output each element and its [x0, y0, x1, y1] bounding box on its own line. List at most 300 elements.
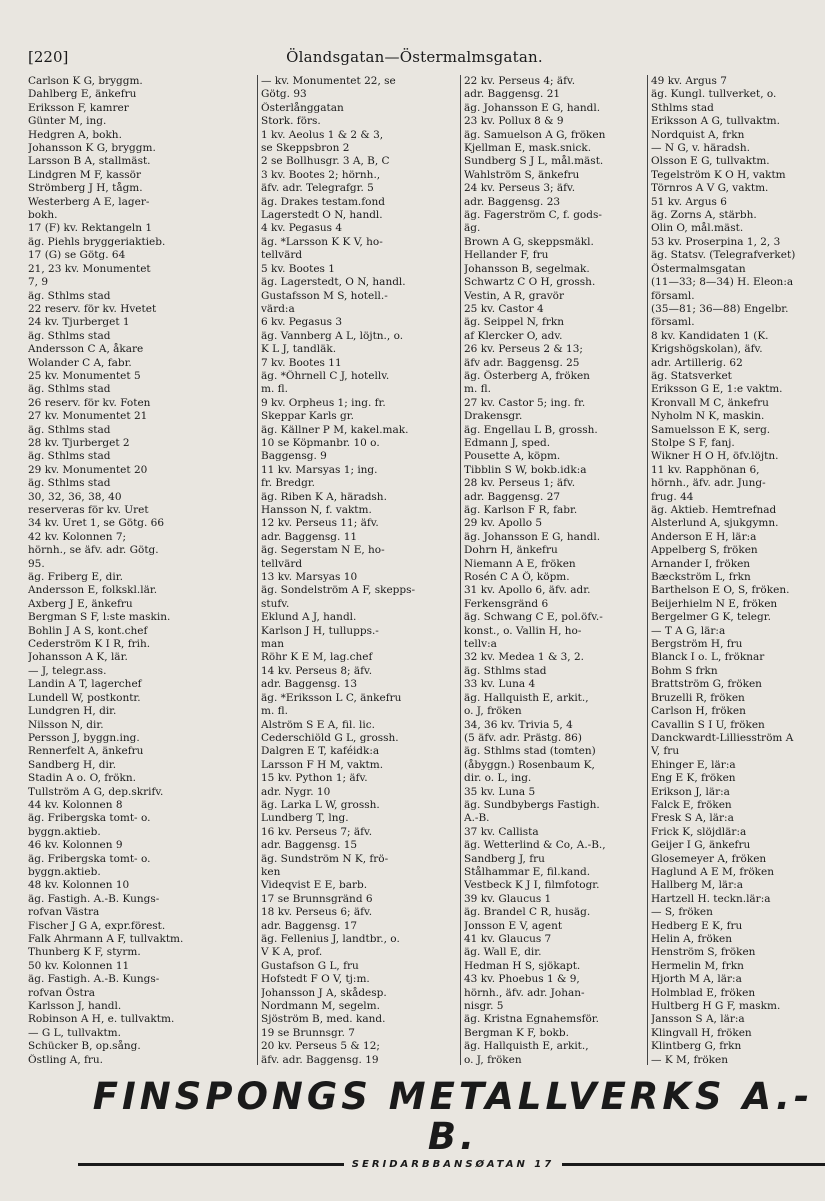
directory-entry: Frick K, slöjdlär:a — [651, 825, 747, 838]
directory-entry: äg. Sundbybergs Fastigh. — [464, 798, 600, 811]
directory-entry: adr. Baggensg. 23 — [464, 195, 561, 208]
directory-entry: Danckwardt-Lilliesström A — [651, 731, 794, 744]
directory-entry: Ehinger E, lär:a — [651, 758, 736, 771]
directory-entry: Schücker B, op.sång. — [28, 1040, 141, 1053]
directory-entry: 23 kv. Pollux 8 & 9 — [464, 115, 564, 128]
directory-entry: äg. Zorns A, stärbh. — [651, 209, 757, 222]
directory-entry: äg. Sthlms stad — [28, 329, 111, 342]
directory-entry: 25 kv. Monumentet 5 — [28, 369, 141, 382]
directory-entry: Stadin A o. O, frökn. — [28, 772, 136, 785]
advertiser-name: FINSPONGS METALLVERKS A.-B. — [92, 1075, 814, 1158]
directory-entry: 11 kv. Marsyas 1; ing. — [261, 463, 378, 476]
directory-entry: äg. *Eriksson L C, änkefru — [261, 691, 402, 704]
directory-entry: byggn.aktieb. — [28, 865, 101, 878]
directory-entry: värd:a — [261, 302, 295, 315]
directory-entry: Sandberg H, dir. — [28, 758, 117, 771]
directory-entry: Fresk S A, lär:a — [651, 812, 734, 825]
directory-entry: m. fl. — [261, 383, 288, 396]
directory-entry: äg. Brandel C R, husäg. — [464, 906, 591, 919]
directory-entry: Stålhammar E, fil.kand. — [464, 865, 591, 878]
directory-entry: Rennerfelt A, änkefru — [28, 745, 144, 758]
directory-entry: 27 kv. Castor 5; ing. fr. — [464, 396, 586, 409]
directory-entry: byggn.aktieb. — [28, 825, 101, 838]
directory-entry: adr. Baggensg. 17 — [261, 919, 358, 932]
directory-entry: äg. Fribergska tomt- o. — [28, 812, 151, 825]
directory-entry: Axberg J E, änkefru — [28, 597, 133, 610]
directory-entry: 34, 36 kv. Trivia 5, 4 — [464, 718, 573, 731]
directory-entry: 5 kv. Bootes 1 — [261, 262, 335, 275]
directory-entry: Henström S, fröken — [651, 946, 756, 959]
directory-entry: 24 kv. Perseus 3; äfv. — [464, 182, 576, 195]
directory-entry: 49 kv. Argus 7 — [651, 75, 727, 87]
directory-entry: Hedman H S, sjökapt. — [464, 959, 581, 972]
directory-entry: Sjöström B, med. kand. — [261, 1013, 386, 1026]
directory-entry: 50 kv. Kolonnen 11 — [28, 959, 130, 972]
directory-entry: 20 kv. Perseus 5 & 12; — [261, 1040, 380, 1053]
directory-entry: Hultberg H G F, maskm. — [651, 1000, 781, 1013]
directory-entry: Röhr K E M, lag.chef — [261, 651, 373, 664]
directory-entry: Eriksson F, kamrer — [28, 101, 129, 114]
directory-entry: äg. Hallquisth E, arkit., — [464, 691, 589, 704]
directory-entry: äg. Sthlms stad — [28, 477, 111, 490]
directory-entry: (åbyggn.) Rosenbaum K, — [464, 758, 595, 771]
directory-entry: Hedgren A, bokh. — [28, 128, 122, 141]
directory-entry: äg. Österberg A, fröken — [464, 369, 590, 382]
directory-entry: 30, 32, 36, 38, 40 — [28, 490, 122, 503]
directory-entry: Alsterlund A, sjukgymn. — [651, 517, 779, 530]
directory-entry: äg. Aktieb. Hemtrefnad — [651, 504, 777, 516]
directory-entry: af Klercker O, adv. — [464, 329, 563, 342]
directory-entry: A.-B. — [464, 812, 490, 825]
directory-entry: 25 kv. Castor 4 — [464, 302, 544, 315]
directory-entry: Sundberg S J L, mål.mäst. — [464, 155, 604, 168]
directory-entry: Robinson A H, e. tullvaktm. — [28, 1013, 175, 1026]
advertiser-address: SERIDARBBANSØATAN 17 — [351, 1159, 555, 1170]
directory-entry: — N G, v. häradsh. — [651, 142, 750, 155]
directory-entry: 29 kv. Monumentet 20 — [28, 463, 148, 476]
page-header — [28, 48, 811, 70]
directory-entry: Carlson K G, bryggm. — [28, 75, 143, 87]
directory-entry: 10 se Köpmanbr. 10 o. — [261, 436, 380, 449]
directory-entry: 7 kv. Bootes 11 — [261, 356, 342, 369]
directory-entry: 17 (G) se Götg. 64 — [28, 249, 126, 262]
directory-entry: Lundell W, postkontr. — [28, 691, 141, 704]
directory-entry: 27 kv. Monumentet 21 — [28, 410, 148, 423]
directory-entry: äg. Statsverket — [651, 369, 732, 382]
directory-entry: äg. Sthlms stad — [28, 450, 111, 463]
directory-entry: Dalgren E T, kaféidk:a — [261, 745, 380, 758]
directory-entry: Bohlin J A S, kont.chef — [28, 624, 148, 637]
directory-entry: — T A G, lär:a — [651, 624, 726, 637]
directory-entry: Gustafsson M S, hotell.- — [261, 289, 388, 302]
directory-entry: dir. o. L, ing. — [464, 772, 532, 785]
directory-entry: Hansson N, f. vaktm. — [261, 504, 372, 516]
directory-entry: tellv:a — [464, 638, 497, 651]
directory-entry: 19 se Brunnsgr. 7 — [261, 1026, 355, 1039]
directory-entry: Strömberg J H, tågm. — [28, 182, 143, 195]
directory-entry: 42 kv. Kolonnen 7; — [28, 530, 127, 543]
directory-entry: 16 kv. Perseus 7; äfv. — [261, 825, 373, 838]
directory-entry: Carlson H, fröken — [651, 705, 746, 718]
directory-entry: Wahlström S, änkefru — [464, 168, 580, 181]
directory-entry: Jansson S A, lär:a — [651, 1013, 745, 1026]
directory-entry: Ferkensgränd 6 — [464, 597, 549, 610]
directory-entry: 4 kv. Pegasus 4 — [261, 222, 343, 235]
directory-entry: Helin A, fröken — [651, 933, 733, 945]
directory-entry: Nordmann M, segelm. — [261, 1000, 380, 1013]
directory-entry: konst., o. Vallin H, ho- — [464, 624, 582, 637]
directory-entry: Bæckström L, frkn — [651, 571, 751, 584]
directory-entry: äg. Sthlms stad — [28, 383, 111, 396]
directory-entry: äg. Johansson E G, handl. — [464, 530, 601, 543]
directory-entry: stufv. — [261, 597, 290, 610]
directory-entry: 44 kv. Kolonnen 8 — [28, 798, 123, 811]
directory-entry: Brown A G, skeppsmäkl. — [464, 235, 594, 248]
directory-entry: adr. Baggensg. 13 — [261, 678, 358, 691]
directory-entry: Appelberg S, fröken — [651, 544, 758, 557]
directory-entry: Wolander C A, fabr. — [28, 356, 132, 369]
directory-entry: 13 kv. Marsyas 10 — [261, 571, 358, 584]
directory-entry: Brattström G, fröken — [651, 678, 762, 691]
directory-entry: — kv. Monumentet 22, se — [261, 75, 396, 87]
directory-entry: äg. Vannberg A L, löjtn., o. — [261, 329, 404, 342]
directory-entry: Klintberg G, frkn — [651, 1040, 742, 1053]
directory-entry: tellvärd — [261, 249, 303, 262]
directory-entry: Cederström K I R, frih. — [28, 638, 151, 651]
directory-entry: Johansson A K, lär. — [28, 651, 128, 664]
directory-entry: Günter M, ing. — [28, 115, 107, 128]
directory-entry: 51 kv. Argus 6 — [651, 195, 727, 208]
directory-entry: Cederschiöld G L, grossh. — [261, 731, 399, 744]
directory-entry: 34 kv. Uret 1, se Götg. 66 — [28, 517, 165, 530]
directory-entry: äg. Larka L W, grossh. — [261, 798, 380, 811]
directory-entry: (5 äfv. adr. Prästg. 86) — [464, 731, 582, 744]
directory-entry: Tegelström K O H, vaktm — [651, 168, 786, 181]
directory-entry: Larsson B A, stallmäst. — [28, 155, 151, 168]
directory-entry: o. J, fröken — [464, 705, 522, 718]
directory-entry: 31 kv. Apollo 6, äfv. adr. — [464, 584, 591, 597]
directory-entry: Glosemeyer A, fröken — [651, 852, 767, 865]
directory-entry: Cavallin S I U, fröken — [651, 718, 765, 731]
directory-entry: 29 kv. Apollo 5 — [464, 517, 543, 530]
directory-entry: frug. 44 — [651, 490, 694, 503]
directory-columns — [28, 75, 811, 1065]
directory-entry: äg. Fastigh. A.-B. Kungs- — [28, 892, 160, 905]
directory-entry: Holmblad E, fröken — [651, 986, 756, 999]
directory-entry: Karlson J H, tullupps.- — [261, 624, 379, 637]
directory-entry: Östling A, fru. — [28, 1053, 104, 1065]
directory-entry: (11—33; 8—34) H. Eleon:a — [651, 276, 794, 289]
directory-entry: Hjorth M A, lär:a — [651, 973, 742, 986]
directory-entry: äg. Wetterlind & Co, A.-B., — [464, 839, 606, 852]
directory-entry: man — [261, 638, 284, 651]
directory-entry: Persson J, byggn.ing. — [28, 731, 140, 744]
directory-entry: äg. Sthlms stad — [464, 664, 547, 677]
page-number: [220] — [28, 48, 69, 66]
directory-entry: Vestbeck K J I, filmfotogr. — [464, 879, 600, 892]
directory-entry: Dahlberg E, änkefru — [28, 88, 137, 101]
directory-entry: äg. Kungl. tullverket, o. — [651, 88, 777, 101]
directory-entry: äg. Fastigh. A.-B. Kungs- — [28, 973, 160, 986]
directory-entry: Edmann J, sped. — [464, 436, 551, 449]
directory-entry: äfv. adr. Telegrafgr. 5 — [261, 182, 374, 195]
directory-entry: församl. — [651, 316, 695, 329]
directory-entry: Bergström H, fru — [651, 638, 743, 651]
rule-line-right — [562, 1163, 825, 1166]
directory-entry: Karlsson J, handl. — [28, 1000, 122, 1013]
directory-entry: Andersson E, folkskl.lär. — [28, 584, 158, 597]
directory-entry: Rosén C A Ö, köpm. — [464, 571, 570, 584]
directory-entry: Bruzelli R, fröken — [651, 691, 745, 704]
directory-entry: Tullström A G, dep.skrifv. — [28, 785, 164, 798]
directory-entry: Baggensg. 9 — [261, 450, 327, 463]
directory-entry: Jonsson E V, agent — [464, 919, 563, 932]
directory-entry: Westerberg A E, lager- — [28, 195, 150, 208]
directory-entry: — G L, tullvaktm. — [28, 1026, 121, 1039]
directory-entry: församl. — [651, 289, 695, 302]
directory-entry: Eriksson A G, tullvaktm. — [651, 115, 780, 128]
directory-entry: Eklund A J, handl. — [261, 611, 357, 624]
directory-entry: Hartzell H. teckn.lär:a — [651, 892, 771, 905]
directory-entry: bokh. — [28, 209, 58, 222]
directory-entry: 18 kv. Perseus 6; äfv. — [261, 906, 373, 919]
directory-entry: Bergman K F, bokb. — [464, 1026, 569, 1039]
directory-entry: äg. Samuelson A G, fröken — [464, 128, 606, 141]
directory-entry: Lagerstedt O N, handl. — [261, 209, 383, 222]
directory-entry: Krigshögskolan), äfv. — [651, 343, 763, 356]
directory-entry: äg. Fellenius J, landtbr., o. — [261, 933, 400, 945]
directory-entry: Johansson K G, bryggm. — [28, 142, 156, 155]
directory-entry: rofvan Västra — [28, 906, 100, 919]
directory-entry: adr. Nygr. 10 — [261, 785, 331, 798]
directory-entry: nisgr. 5 — [464, 1000, 504, 1013]
column-2 — [257, 75, 460, 1065]
directory-entry: Wikner H O H, öfv.löjtn. — [651, 450, 779, 463]
directory-entry: — J, telegr.ass. — [28, 664, 107, 677]
directory-entry: Larsson F H M, vaktm. — [261, 758, 384, 771]
directory-entry: — S, fröken — [651, 906, 713, 919]
directory-entry: äg. Kristna Egnahemsför. — [464, 1013, 599, 1026]
directory-entry: Stolpe S F, fanj. — [651, 436, 735, 449]
directory-entry: 35 kv. Luna 5 — [464, 785, 536, 798]
directory-entry: äg. — [464, 222, 481, 235]
directory-entry: Schwartz C O H, grossh. — [464, 276, 596, 289]
directory-entry: 26 reserv. för kv. Foten — [28, 396, 151, 409]
directory-entry: hörnh., äfv. adr. Jung- — [651, 477, 766, 490]
directory-entry: äg. Sundström N K, frö- — [261, 852, 389, 865]
directory-entry: 14 kv. Perseus 8; äfv. — [261, 664, 373, 677]
directory-entry: 2 se Bollhusgr. 3 A, B, C — [261, 155, 390, 168]
directory-entry: V K A, prof. — [261, 946, 323, 959]
directory-entry: äg. Segerstam N E, ho- — [261, 544, 385, 557]
column-3 — [460, 75, 647, 1065]
directory-entry: äg. Sthlms stad (tomten) — [464, 745, 596, 758]
directory-entry: Eng E K, fröken — [651, 772, 736, 785]
directory-entry: äg. Seippel N, frkn — [464, 316, 564, 329]
directory-entry: 22 reserv. för kv. Hvetet — [28, 302, 157, 315]
directory-entry: Bohm S frkn — [651, 664, 718, 677]
directory-entry: 22 kv. Perseus 4; äfv. — [464, 75, 576, 87]
directory-entry: se Skeppsbron 2 — [261, 142, 350, 155]
directory-entry: hörnh., se äfv. adr. Götg. — [28, 544, 159, 557]
directory-entry: Tibblin S W, bokb.idk:a — [464, 463, 587, 476]
directory-entry: äg. Engellau L B, grossh. — [464, 423, 598, 436]
directory-entry: äg. Sthlms stad — [28, 289, 111, 302]
directory-entry: äg. Lagerstedt, O N, handl. — [261, 276, 406, 289]
directory-entry: adr. Baggensg. 11 — [261, 530, 358, 543]
directory-entry: Olsson E G, tullvaktm. — [651, 155, 770, 168]
directory-entry: 11 kv. Rapphönan 6, — [651, 463, 760, 476]
directory-entry: ken — [261, 865, 281, 878]
directory-entry: 15 kv. Python 1; äfv. — [261, 772, 368, 785]
directory-entry: (35—81; 36—88) Engelbr. — [651, 302, 789, 315]
directory-entry: äg. Sthlms stad — [28, 423, 111, 436]
directory-entry: 33 kv. Luna 4 — [464, 678, 536, 691]
directory-entry: 95. — [28, 557, 45, 570]
directory-entry: Hellander F, fru — [464, 249, 549, 262]
directory-entry: äg. Sondelström A F, skepps- — [261, 584, 416, 597]
directory-entry: Bergman S F, l:ste maskin. — [28, 611, 171, 624]
directory-entry: Nyholm N K, maskin. — [651, 410, 765, 423]
directory-entry: äg. Källner P M, kakel.mak. — [261, 423, 409, 436]
directory-entry: 12 kv. Perseus 11; äfv. — [261, 517, 379, 530]
directory-entry: äg. Wall E, dir. — [464, 946, 542, 959]
directory-entry: Anderson E H, lär:a — [651, 530, 757, 543]
directory-entry: Samuelsson E K, serg. — [651, 423, 771, 436]
directory-entry: Hofstedt F O V, tj:m. — [261, 973, 370, 986]
directory-entry: 1 kv. Aeolus 1 & 2 & 3, — [261, 128, 384, 141]
directory-entry: Blanck I o. L, fröknar — [651, 651, 765, 664]
directory-entry: Lundgren H, dir. — [28, 705, 117, 718]
directory-entry: äg. Piehls bryggeriaktieb. — [28, 235, 166, 248]
directory-entry: 26 kv. Perseus 2 & 13; — [464, 343, 583, 356]
directory-entry: 53 kv. Proserpina 1, 2, 3 — [651, 235, 781, 248]
directory-entry: Andersson C A, åkare — [28, 343, 144, 356]
directory-entry: äg. Friberg E, dir. — [28, 571, 123, 584]
directory-entry: Pousette A, köpm. — [464, 450, 561, 463]
directory-entry: Johansson J A, skådesp. — [261, 986, 387, 999]
directory-entry: Videqvist E E, barb. — [261, 879, 368, 892]
directory-entry: adr. Baggensg. 27 — [464, 490, 561, 503]
directory-entry: Falk Ahrmann A F, tullvaktm. — [28, 933, 184, 945]
directory-entry: 37 kv. Callista — [464, 825, 539, 838]
directory-entry: Fischer J G A, expr.förest. — [28, 919, 166, 932]
directory-entry: Klingvall H, fröken — [651, 1026, 752, 1039]
directory-entry: Eriksson G E, 1:e vaktm. — [651, 383, 783, 396]
directory-entry: Haglund A E M, fröken — [651, 865, 774, 878]
directory-entry: 21, 23 kv. Monumentet — [28, 262, 151, 275]
rule-line-left — [78, 1163, 344, 1166]
directory-entry: äg. Karlson F R, fabr. — [464, 504, 578, 516]
advertisement-footer — [78, 1077, 825, 1170]
directory-entry: 6 kv. Pegasus 3 — [261, 316, 343, 329]
directory-entry: Götg. 93 — [261, 88, 307, 101]
directory-entry: Kronvall M C, änkefru — [651, 396, 769, 409]
directory-entry: hörnh., äfv. adr. Johan- — [464, 986, 585, 999]
directory-entry: Thunberg K F, styrm. — [28, 946, 141, 959]
directory-entry: äg. Hallquisth E, arkit., — [464, 1040, 589, 1053]
directory-entry: Landin A T, lagerchef — [28, 678, 142, 691]
directory-entry: 32 kv. Medea 1 & 3, 2. — [464, 651, 584, 664]
directory-entry: Stork. förs. — [261, 115, 321, 128]
directory-entry: 39 kv. Glaucus 1 — [464, 892, 552, 905]
directory-entry: äg. *Larsson K K V, ho- — [261, 235, 383, 248]
running-title: Ölandsgatan—Östermalmsgatan. — [286, 48, 543, 66]
directory-entry: äg. Johansson E G, handl. — [464, 101, 601, 114]
directory-entry: 17 se Brunnsgränd 6 — [261, 892, 373, 905]
directory-entry: Beijerhielm N E, fröken — [651, 597, 778, 610]
directory-entry: äg. Statsv. (Telegrafverket) — [651, 249, 796, 262]
directory-entry: 41 kv. Glaucus 7 — [464, 933, 552, 945]
directory-entry: Arnander I, fröken — [651, 557, 751, 570]
directory-entry: Hallberg M, lär:a — [651, 879, 744, 892]
directory-entry: Kjellman E, mask.snick. — [464, 142, 592, 155]
directory-entry: 43 kv. Phoebus 1 & 9, — [464, 973, 580, 986]
directory-entry: Österlånggatan — [261, 101, 344, 114]
directory-entry: 17 (F) kv. Rektangeln 1 — [28, 222, 153, 235]
directory-entry: äg. Drakes testam.fond — [261, 195, 385, 208]
directory-entry: Vestin, A R, gravör — [464, 289, 565, 302]
directory-entry: tellvärd — [261, 557, 303, 570]
directory-entry: Falck E, fröken — [651, 798, 732, 811]
directory-entry: äfv adr. Baggensg. 25 — [464, 356, 580, 369]
directory-entry: 28 kv. Tjurberget 2 — [28, 436, 130, 449]
directory-entry: adr. Artillerig. 62 — [651, 356, 743, 369]
directory-entry: 28 kv. Perseus 1; äfv. — [464, 477, 576, 490]
directory-entry: 3 kv. Bootes 2; hörnh., — [261, 168, 381, 181]
directory-entry: 8 kv. Kandidaten 1 (K. — [651, 329, 769, 342]
directory-entry: Sthlms stad — [651, 101, 714, 114]
directory-entry: Erikson J, lär:a — [651, 785, 730, 798]
directory-entry: Bergelmer G K, telegr. — [651, 611, 771, 624]
directory-entry: Lundberg T, lng. — [261, 812, 349, 825]
directory-entry: Johansson B, segelmak. — [464, 262, 590, 275]
directory-entry: Hedberg E K, fru — [651, 919, 743, 932]
directory-entry: Barthelson E O, S, fröken. — [651, 584, 790, 597]
directory-entry: K L J, tandläk. — [261, 343, 337, 356]
directory-entry: Dohrn H, änkefru — [464, 544, 558, 557]
directory-entry: — K M, fröken — [651, 1053, 729, 1065]
directory-entry: m. fl. — [464, 383, 491, 396]
directory-entry: Östermalmsgatan — [651, 262, 746, 275]
directory-entry: Alström S E A, fil. lic. — [261, 718, 375, 731]
directory-entry: reserveras för kv. Uret — [28, 504, 149, 516]
directory-entry: adr. Baggensg. 15 — [261, 839, 358, 852]
directory-entry: 24 kv. Tjurberget 1 — [28, 316, 130, 329]
directory-entry: 48 kv. Kolonnen 10 — [28, 879, 130, 892]
directory-entry: Nilsson N, dir. — [28, 718, 104, 731]
directory-entry: äg. Riben K A, häradsh. — [261, 490, 387, 503]
directory-entry: o. J, fröken — [464, 1053, 522, 1065]
footer-rule — [78, 1159, 825, 1170]
directory-entry: 7, 9 — [28, 276, 49, 289]
directory-entry: fr. Bredgr. — [261, 477, 316, 490]
directory-entry: Nordquist A, frkn — [651, 128, 745, 141]
directory-entry: äg. Fagerström C, f. gods- — [464, 209, 602, 222]
directory-entry: V, fru — [651, 745, 680, 758]
directory-entry: Sandberg J, fru — [464, 852, 545, 865]
column-4 — [647, 75, 811, 1065]
directory-entry: äfv. adr. Baggensg. 19 — [261, 1053, 379, 1065]
directory-entry: 46 kv. Kolonnen 9 — [28, 839, 123, 852]
directory-entry: Gustafson G L, fru — [261, 959, 359, 972]
directory-entry: Olin O, mål.mäst. — [651, 222, 744, 235]
column-1 — [28, 75, 257, 1065]
directory-entry: äg. *Öhrnell C J, hotellv. — [261, 369, 390, 382]
directory-entry: Hermelin M, frkn — [651, 959, 744, 972]
directory-entry: Drakensgr. — [464, 410, 523, 423]
directory-entry: 9 kv. Orpheus 1; ing. fr. — [261, 396, 386, 409]
